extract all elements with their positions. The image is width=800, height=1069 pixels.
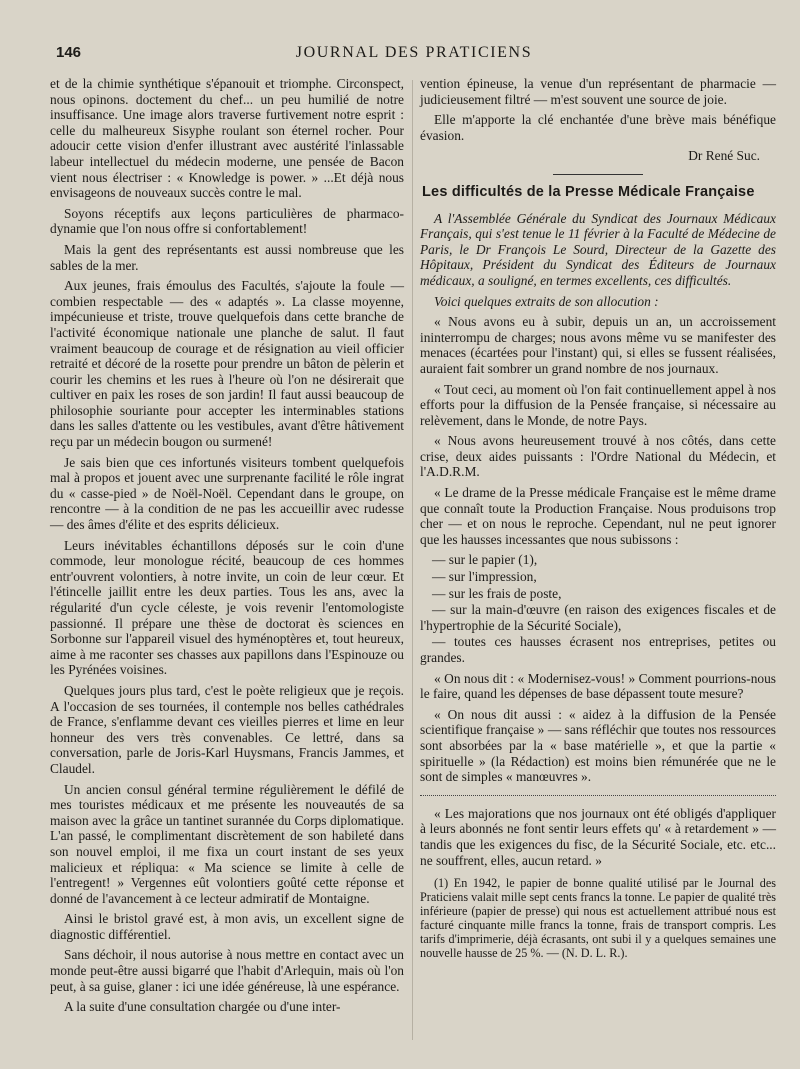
right-column (420, 76, 776, 960)
article-continuation: vention épineuse, la venue d'un représentant de pharmacie — judicieusement filtré — m'est souvent une source de joie. (420, 76, 776, 107)
list-item: — sur le papier (1), (432, 552, 538, 568)
article-paragraph: Leurs inévitables échantillons déposés sur le coin d'une commode, leur monologue récité, beaucoup de ces hommes entr'ouvrent volontiers, à notre invite, un coin de leur cœur. Et l'étincelle jaillit entre les deux parties. Tous les ans, avec la régularité d'un cycle céleste, je vois revenir l'entomologiste passionné. Il prépare une thèse de doctorat ès sciences en Sorbonne sur l'appareil visuel des hyménoptères et, tout heureux, aime à me raconter ses chasses aux papillons dans l'Espinouze ou les Pyrénées voisines. (50, 537, 404, 678)
author-signature: Dr René Suc. (688, 148, 760, 164)
list-item: — toutes ces hausses écrasent nos entreprises, petites ou grandes. (420, 634, 776, 665)
article-paragraph: Un ancien consul général termine régulièrement le défilé de mes touristes médicaux et me présente les nouveautés de sa maison avec la grâce un tantinet surannée du Corps diplomatique. L'an passé, le complimentant discrètement de son habileté dans son nouvel emploi, il me fixa un court instant de ses yeux malicieux et répliqua: « Ma science se limite à celle de l'entregent! » Vergennes eût volontiers goûté cette réponse et donné de l'avancement à ce lecteur admiratif de Montaigne. (50, 781, 404, 906)
quote-paragraph: « Le drame de la Presse médicale Française est le même drame que connaît toute la Production Française. Nous produisons trop cher — et on nous le reproche. Cependant, nul ne peut ignorer que les hausses incessantes que nous subissons : (420, 485, 776, 547)
section-title: Les difficultés de la Presse Médicale Française (422, 183, 755, 200)
article-paragraph: et de la chimie synthétique s'épanouit et triomphe. Circonspect, nous opinons. doctement du chef... un peu humilié de notre insuffisance. Une image alors traverse furtivement notre esprit : celle du malheureux Sisyphe roulant son éternel rocher. Pour adoucir cette vision d'enfer illustrant avec austérité l'inlassable labeur intellectuel du médecin moderne, une pensée de Bacon vient nous électriser : « Knowledge is power. » ...Et déjà nous envisageons de nouveaux succès contre le mal. (50, 76, 404, 201)
article-paragraph: A la suite d'une consultation chargée ou d'une inter- (64, 999, 341, 1015)
article-paragraph: Mais la gent des représentants est aussi nombreuse que les sables de la mer. (50, 241, 404, 273)
list-item: — sur les frais de poste, (432, 585, 562, 601)
left-column (50, 76, 404, 1020)
column-divider (412, 80, 413, 1040)
section-intro: A l'Assemblée Générale du Syndicat des Journaux Médicaux Français, qui s'est tenue le 11 février à la Faculté de Médecine de Paris, le Dr François Le Sourd, Directeur de la Gazette des Hôpitaux, Président du Syndicat des Éditeurs de Journaux médicaux, a souligné, en termes excellents, ces difficultés. (420, 210, 776, 288)
article-continuation: Elle m'apporte la clé enchantée d'une brève mais bénéfique évasion. (420, 112, 776, 143)
section-divider (553, 174, 643, 175)
quote-paragraph: « On nous dit aussi : « aidez à la diffusion de la Pensée scientifique française » — sans réfléchir que toutes nos ressources sont absorbées par la « base matérielle », et que la partie « spirituelle » (la Rédaction) est moins bien rémunérée que ne le sont de simples « manœuvres ». (420, 706, 776, 785)
footnote-text: (1) En 1942, le papier de bonne qualité utilisé par le Journal des Praticiens valait mille sept cents francs la tonne. Le papier de qualité très inférieure (papier de presse) qui nous est actuellement attribué nous est facturé cinquante mille francs la tonne, frais de transport compris. Les tarifs d'imprimerie, déjà écrasants, ont subi il y a quelques semaines une nouvelle hausse de 25 %. — (N. D. L. R.). (420, 876, 776, 961)
quote-paragraph: « On nous dit : « Modernisez-vous! » Comment pourrions-nous le faire, quand les dépenses de base dépassent toute mesure? (420, 670, 776, 702)
journal-title: JOURNAL DES PRATICIENS (295, 44, 533, 61)
list-item: — sur l'impression, (432, 569, 537, 585)
dotted-separator (420, 795, 776, 796)
quote-paragraph: « Nous avons eu à subir, depuis un an, un accroissement ininterrompu de charges; nous avons même vu se manifester des menaces (écartées pour l'instant) qui, si elles se fussent réalisées, auraient fait sombrer un grand nombre de nos journaux. (420, 314, 776, 376)
article-paragraph: Aux jeunes, frais émoulus des Facultés, s'ajoute la foule — combien respectable — des « adaptés ». La classe moyenne, impécunieuse et triste, trouve quelquefois dans cette branche de l'activité économique nationale une planche de salut. Il faut vraiment beaucoup de courage et de résignation au vieil officier retraité et décoré de la rosette pour prendre un bâton de pèlerin et courir les chemins et les rues à l'heure où l'on ne désirerait que cultiver en paix les roses de son jardin! Il faut aussi beaucoup de philosophie souriante pour accepter les interminables stations dans les salles d'attente ou les vestibules, avant d'être hâtivement reçu par un médecin bougon ou surmené! (50, 278, 404, 450)
quote-paragraph: « Nous avons heureusement trouvé à nos côtés, dans cette crise, deux aides puissants : l'Ordre National du Médecin, et l'A.D.R.M. (420, 433, 776, 480)
quote-paragraph: « Tout ceci, au moment où l'on fait continuellement appel à nos efforts pour la diffusion de la Pensée française, si nécessaire au relèvement, dans le Monde, de notre Pays. (420, 381, 776, 428)
section-lead: Voici quelques extraits de son allocution : (434, 293, 659, 309)
article-paragraph: Soyons réceptifs aux leçons particulières de pharmaco-dynamie que l'on nous offre si confortablement! (50, 205, 404, 237)
footnote (420, 876, 776, 960)
page-header (56, 44, 772, 68)
article-paragraph: Je sais bien que ces infortunés visiteurs tombent quelquefois mal à propos et jouent avec une surprenante facilité le rôle ingrat du « casse-pied » de Noël-Noël. Cependant dans le groupe, on rencontre — à la condition de ne pas les accueillir avec rudesse — des âmes d'élite et des esprits délicieux. (50, 454, 404, 533)
quote-paragraph: « Les majorations que nos journaux ont été obligés d'appliquer à leurs abonnés ne font sentir leurs effets qu' « à retardement » — tandis que les exigences du fisc, de la Sécurité Sociale, etc. etc... ne souffrent, elles, aucun retard. » (420, 805, 776, 868)
list-item: — sur la main-d'œuvre (en raison des exigences fiscales et de l'hypertrophie de la Sécurité Sociale), (420, 602, 776, 633)
article-paragraph: Ainsi le bristol gravé est, à mon avis, un excellent signe de diagnostic différentiel. (50, 911, 404, 942)
article-paragraph: Sans déchoir, il nous autorise à nous mettre en contact avec un monde peut-être aussi bigarré que l'habit d'Arlequin, mais où l'on peut, à sa guise, glaner : ici une idée généreuse, là une espérance. (50, 947, 404, 994)
article-paragraph: Quelques jours plus tard, c'est le poète religieux que je reçois. A l'occasion de ses tournées, il contemple nos belles cathédrales de France, s'enflamme devant ces vieilles pierres et lime en leur honneur des vers très convenables. Ce lettré, dans sa conversation, parle de Joris-Karl Huysmans, Francis Jammes, et Claudel. (50, 682, 404, 776)
page-number: 146 (56, 44, 82, 61)
